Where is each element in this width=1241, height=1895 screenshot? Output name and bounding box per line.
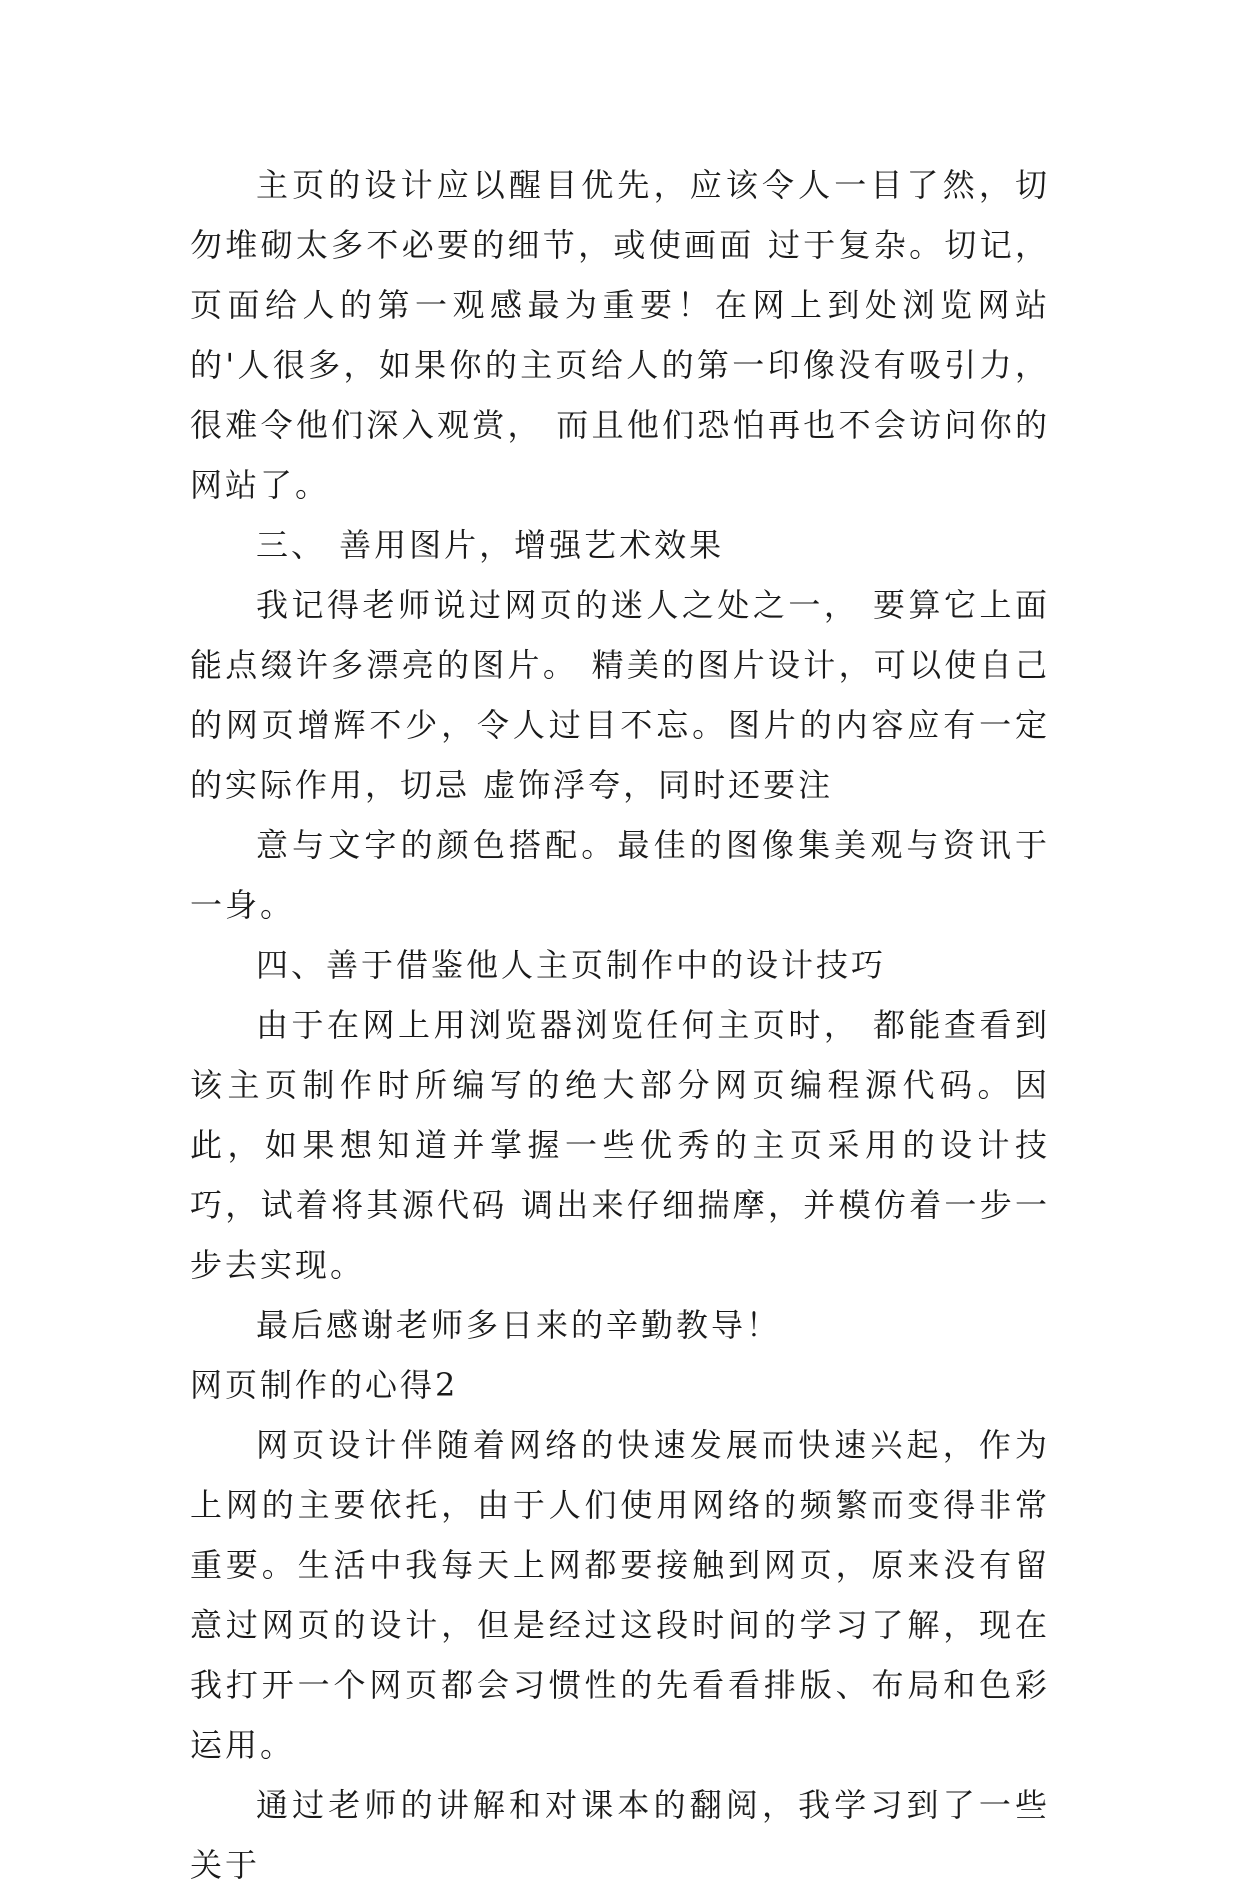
heading-use-images: 三、 善用图片，增强艺术效果 — [256, 526, 725, 564]
paragraph-source-code: 由于在网上用浏览器浏览任何主页时， 都能查看到该主页制作时所编写的绝大部分网页编程源代码。因此，如果想知道并掌握一些优秀的主页采用的设计技巧，试着将其源代码 调出来仔细揣摩，并模仿着一步一步去实现。 — [190, 1006, 1050, 1284]
paragraph-learning: 通过老师的讲解和对课本的翻阅，我学习到了一些关于 — [190, 1786, 1050, 1884]
paragraph-homepage-design: 主页的设计应以醒目优先，应该令人一目了然，切勿堆砌太多不必要的细节，或使画面 过于复杂。切记，页面给人的第一观感最为重要！在网上到处浏览网站的'人很多，如果你的主页给人的第一印像没有吸引力， 很难令他们深入观赏， 而且他们恐怕再也不会访问你的网站了。 — [190, 166, 1064, 504]
paragraph-images: 我记得老师说过网页的迷人之处之一， 要算它上面能点缀许多漂亮的图片。 精美的图片设计，可以使自己的网页增辉不少，令人过目不忘。图片的内容应有一定的实际作用，切忌 虚饰浮夸，同时还要注 — [190, 586, 1050, 804]
document-body — [190, 155, 1064, 1895]
paragraph-web-design-intro: 网页设计伴随着网络的快速发展而快速兴起，作为上网的主要依托，由于人们使用网络的频繁而变得非常重要。生活中我每天上网都要接触到网页，原来没有留意过网页的设计，但是经过这段时间的学习了解，现在我打开一个网页都会习惯性的先看看排版、布局和色彩运用。 — [190, 1426, 1050, 1764]
paragraph-thanks: 最后感谢老师多日来的辛勤教导！ — [256, 1306, 782, 1344]
heading-learn-from-others: 四、善于借鉴他人主页制作中的设计技巧 — [256, 946, 887, 984]
paragraph-color-matching: 意与文字的颜色搭配。最佳的图像集美观与资讯于一身。 — [190, 826, 1050, 924]
section-title: 网页制作的心得2 — [190, 1366, 459, 1404]
